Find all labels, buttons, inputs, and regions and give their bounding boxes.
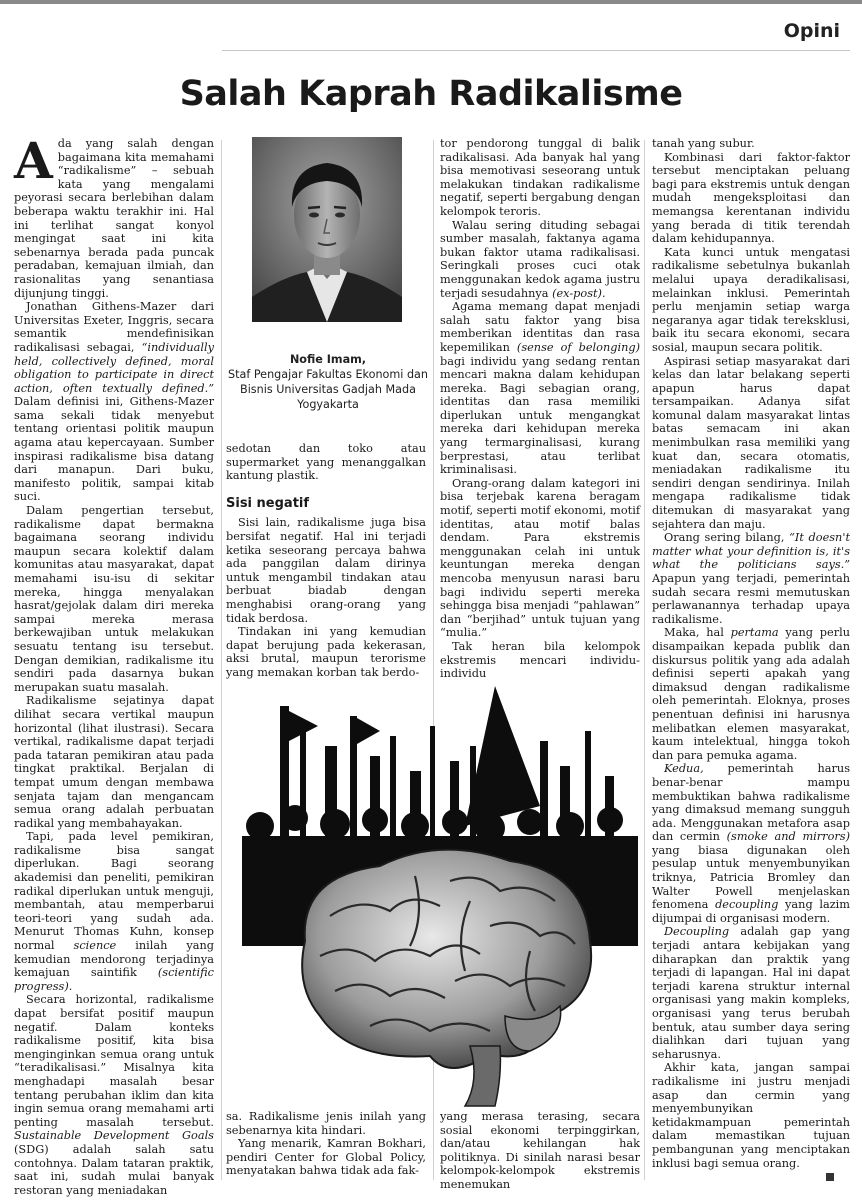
paragraph: Tindakan ini yang kemudian dapat berujung pada kekerasan, aksi brutal, maupun terorisme yang memakan korban tak berdo- (226, 625, 426, 679)
brain-illustration (302, 850, 591, 1106)
headline: Salah Kaprah Radikalisme (179, 74, 683, 114)
article-column-3-top (440, 137, 640, 681)
paragraph: Radikalisme sejatinya dapat dilihat secara vertikal maupun horizontal (lihat ilustrasi). Secara vertikal, radikalisme dapat terjadi pada tataran pemikiran atau pada tingkat praktikal. Berjalan di tempat umum dengan membawa senjata tajam dan mengancam semua orang adalah perbuatan radikal yang membahayakan. (14, 694, 214, 830)
paragraph: Decoupling adalah gap yang terjadi antara kebijakan yang diharapkan dan praktik yang terjadi di lapangan. Hal ini dapat terjadi karena struktur internal organisasi yang makin kompleks, organisasi yang terus berubah bentuk, atau sumber daya sering dialihkan dari tujuan yang seharusnya. (652, 925, 850, 1061)
author-title: Staf Pengajar Fakultas Ekonomi dan Bisnis Universitas Gadjah Mada Yogyakarta (228, 368, 428, 411)
paragraph: Dalam pengertian tersebut, radikalisme dapat bermakna bagaimana seorang individu maupun secara kolektif dalam komunitas atau masyarakat, dapat memahami isu-isu di sekitar mereka, hingga menyalakan hasrat/gejolak dalam diri mereka sampai mereka merasa berkewajiban untuk melakukan sesuatu tentang isu tersebut. Dengan demikian, radikalisme itu sendiri pada dasarnya bukan merupakan suatu masalah. (14, 504, 214, 694)
paragraph: sa. Radikalisme jenis inilah yang sebenarnya kita hindari. (226, 1110, 426, 1137)
paragraph: Walau sering dituding sebagai sumber masalah, faktanya agama bukan faktor utama radikalisasi. Seringkali proses cuci otak menggunakan kedok agama justru terjadi sesudahnya (ex-post). (440, 218, 640, 300)
paragraph: Tapi, pada level pemikiran, radikalisme bisa sangat diperlukan. Bagi seorang akademisi dan peneliti, pemikiran radikal diperlukan untuk menguji, membantah, atau memperbarui teori-teori yang sudah ada. Menurut Thomas Kuhn, konsep normal science inilah yang kemudian mendorong terjadinya kemajuan saintifik (scientific progress). (14, 830, 214, 993)
drop-cap: A (14, 131, 53, 190)
paragraph: Orang-orang dalam kategori ini bisa terjebak karena beragam motif, seperti motif ekonomi, motif identitas, atau motif balas dendam. Para ekstremis menggunakan celah ini untuk keuntungan mereka dengan mencoba menyusun narasi baru bagi individu seperti mereka sehingga bisa menjadi “pahlawan” dan “berjihad” untuk tujuan yang “mulia.” (440, 476, 640, 640)
end-mark (826, 1173, 834, 1181)
paragraph: Tak heran bila kelompok ekstremis mencari individu-individu (440, 639, 640, 681)
top-rule (0, 0, 862, 4)
section-label: Opini (783, 20, 840, 42)
paragraph: Orang sering bilang, “It doesn't matter what your definition is, it's what the politicians says.” Apapun yang terjadi, pemerintah sudah secara resmi memutuskan perlawanannya terhadap upaya radikalisme. (652, 531, 850, 626)
paragraph: Ada yang salah dengan bagaimana kita memahami “radikalisme” – sebuah kata yang mengalami peyorasi secara berlebihan dalam beberapa waktu terakhir ini. Hal ini terlihat sangat konyol mengingat saat ini kita sebenarnya berada pada puncak peradaban, kemajuan ilmiah, dan rasionalitas yang senantiasa dijunjung tinggi. (14, 131, 214, 300)
author-photo (252, 137, 402, 322)
article-column-4 (652, 137, 850, 1185)
paragraph: Kedua, pemerintah harus benar-benar mampu membuktikan bahwa radikalisme yang dimaksud memang sungguh ada. Menggunakan metafora asap dan cermin (smoke and mirrors) yang biasa digunakan oleh pesulap untuk menyembunyikan triknya, Patricia Bromley dan Walter Powell menjelaskan fenomena decoupling yang lazim dijumpai di organisasi modern. (652, 762, 850, 925)
author-name: Nofie Imam, (289, 353, 367, 366)
article-column-1 (14, 131, 214, 1197)
author-caption (226, 352, 430, 412)
paragraph: sedotan dan toko atau supermarket yang menanggalkan kantung plastik. (226, 442, 426, 483)
paragraph: Secara horizontal, radikalisme dapat bersifat positif maupun negatif. Dalam konteks radikalisme positif, kita bisa menginginkan semua orang untuk “teradikalisasi.” Misalnya kita menghadapi masalah besar tentang perubahan iklim dan kita ingin semua orang memahami arti penting masalah tersebut. Sustainable Development Goals (SDG) adalah salah satu contohnya. Dalam tataran praktik, saat ini, sudah mulai banyak restoran yang meniadakan (14, 993, 214, 1197)
paragraph: Jonathan Githens-Mazer dari Universitas Exeter, Inggris, secara semantik mendefinisikan radikalisasi sebagai, “individually held, collectively defined, moral obligation to participate in direct action, often textually defined.” Dalam definisi ini, Githens-Mazer sama sekali tidak menyebut tentang orientasi politik maupun agama atau kepercayaan. Sumber inspirasi radikalisme bisa datang dari manapun. Dari buku, manifesto politik, sampai kitab suci. (14, 300, 214, 504)
paragraph: Kombinasi dari faktor-faktor tersebut menciptakan peluang bagi para ekstremis untuk dengan mudah mengeksploitasi dan memangsa kerentanan individu yang berada di titik terendah dalam kehidupannya. (652, 150, 850, 246)
paragraph: Sisi lain, radikalisme juga bisa bersifat negatif. Hal ini terjadi ketika seseorang percaya bahwa ada panggilan dalam dirinya untuk mengambil tindakan atau berbuat biadab dengan menghabisi orang-orang yang tidak berdosa. (226, 516, 426, 625)
article-column-2-bottom (226, 1110, 426, 1185)
paragraph: Agama memang dapat menjadi salah satu faktor yang bisa memberikan identitas dan rasa kepemilikan (sense of belonging) bagi individu yang sedang rentan mencari makna dalam kehidupan mereka. Bagi sebagian orang, identitas dan rasa memiliki diperlukan untuk mengangkat mereka dari kehidupan mereka yang termarginalisasi, kurang berprestasi, atau terlibat kriminalisasi. (440, 300, 640, 477)
paragraph: yang merasa terasing, secara sosial ekonomi terpinggirkan, dan/atau kehilangan hak politiknya. Di sinilah narasi besar kelompok-kelompok ekstremis menemukan (440, 1110, 640, 1191)
paragraph: Akhir kata, jangan sampai radikalisme ini justru menjadi asap dan cermin yang menyembunyikan ketidakmampuan pemerintah dalam memastikan tujuan pembangunan yang menciptakan inklusi bagi semua orang. (652, 1061, 850, 1170)
column-divider (644, 140, 645, 1180)
paragraph: tor pendorong tunggal di balik radikalisasi. Ada banyak hal yang bisa memotivasi seseorang untuk melakukan tindakan radikalisme negatif, seperti bergabung dengan kelompok teroris. (440, 137, 640, 218)
paragraph: Aspirasi setiap masyarakat dari kelas dan latar belakang seperti apapun harus dapat tersampaikan. Adanya sifat komunal dalam masyarakat lintas batas semacam ini akan menimbulkan rasa memiliki yang kuat dan, secara otomatis, meniadakan radikalisme itu sendiri dengan sendirinya. Inilah mengapa radikalisme tidak ditemukan di masyarakat yang sejahtera dan maju. (652, 354, 850, 531)
paragraph: Maka, hal pertama yang perlu disampaikan kepada publik dan diskursus politik yang ada adalah definisi seperti apakah yang dimaksud dengan radikalisme oleh pemerintah. Eloknya, proses penentuan definisi ini harusnya melibatkan elemen masyarakat, kaum intelektual, hingga tokoh dan para pemuka agama. (652, 626, 850, 762)
article-column-3-bottom (440, 1110, 640, 1191)
brain-crowd-illustration (240, 686, 640, 1106)
article-column-2-top (226, 442, 426, 679)
paragraph: Kata kunci untuk mengatasi radikalisme sebetulnya bukanlah melalui upaya deradikalisasi, melainkan inklusi. Pemerintah perlu menjamin setiap warga negaranya agar tidak tereksklusi, baik itu secara ekonomi, secara sosial, maupun secara politik. (652, 245, 850, 354)
section-rule (222, 50, 850, 51)
subheading: Sisi negatif (226, 495, 310, 511)
column-divider (221, 140, 222, 1180)
paragraph: tanah yang subur. (652, 137, 755, 150)
paragraph: Yang menarik, Kamran Bokhari, pendiri Center for Global Policy, menyatakan bahwa tidak ada fak- (226, 1137, 426, 1178)
portrait-illustration (252, 137, 402, 322)
